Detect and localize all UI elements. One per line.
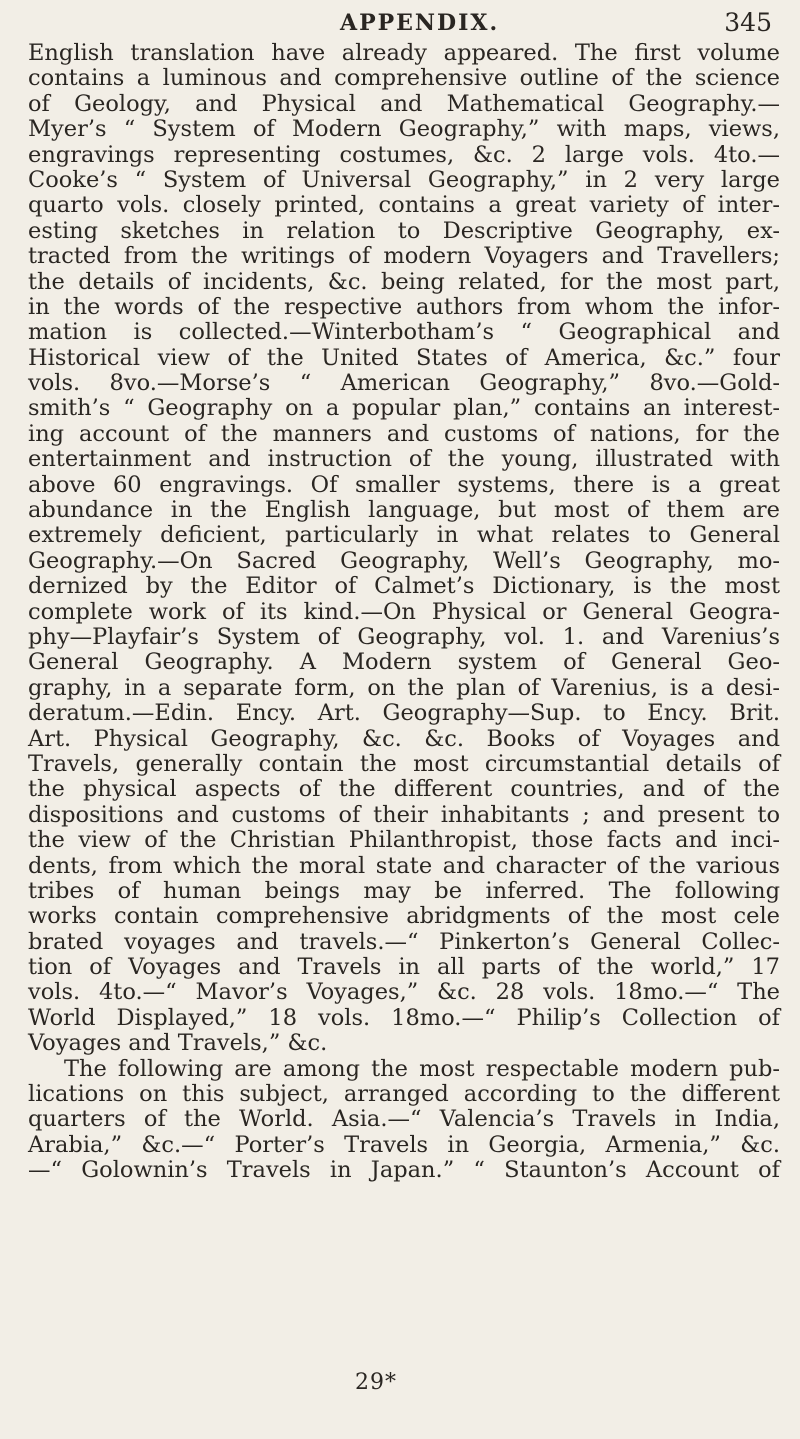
text-line: brated voyages and travels.—“ Pinkerton’s General Collec- <box>28 928 780 955</box>
text-line: Myer’s “ System of Modern Geography,” with maps, views, <box>28 116 780 143</box>
text-line: General Geography. A Modern system of General Geo- <box>28 649 780 676</box>
text-line: dernized by the Editor of Calmet’s Dictionary, is the most <box>28 573 780 600</box>
text-line: tion of Voyages and Travels in all parts of the world,” 17 <box>28 954 780 981</box>
text-line: esting sketches in relation to Descriptive Geography, ex- <box>28 217 780 244</box>
text-line: ing account of the manners and customs of nations, for the <box>28 420 780 447</box>
text-line: dents, from which the moral state and character of the various <box>28 852 780 879</box>
text-line: graphy, in a separate form, on the plan of Varenius, is a desi- <box>28 674 780 701</box>
text-line: phy—Playfair’s System of Geography, vol. 1. and Varenius’s <box>28 623 780 650</box>
text-line: abundance in the English language, but most of them are <box>28 497 780 524</box>
text-line: World Displayed,” 18 vols. 18mo.—“ Philip’s Collection of <box>28 1004 780 1031</box>
text-line: lications on this subject, arranged according to the different <box>28 1081 780 1108</box>
text-line: tribes of human beings may be inferred. The following <box>28 877 780 904</box>
page-number: 345 <box>724 8 772 37</box>
text-line: works contain comprehensive abridgments of the most cele <box>28 903 780 930</box>
text-line: deratum.—Edin. Ency. Art. Geography—Sup. to Ency. Brit. <box>28 700 780 727</box>
text-line: extremely deficient, particularly in what relates to General <box>28 522 780 549</box>
text-line: Travels, generally contain the most circumstantial details of <box>28 750 780 777</box>
text-line: Cooke’s “ System of Universal Geography,” in 2 very large <box>28 166 780 193</box>
text-line: quarters of the World. Asia.—“ Valencia’s Travels in India, <box>28 1106 780 1133</box>
text-line: tracted from the writings of modern Voyagers and Travellers; <box>28 243 780 270</box>
text-line: English translation have already appeared. The first volume <box>28 40 780 66</box>
text-line: above 60 engravings. Of smaller systems, there is a great <box>28 471 780 498</box>
text-line: in the words of the respective authors from whom the infor- <box>28 293 780 320</box>
text-line: the physical aspects of the different countries, and of the <box>28 776 780 803</box>
text-line: dispositions and customs of their inhabitants ; and present to <box>28 801 780 828</box>
text-line: quarto vols. closely printed, contains a great variety of inter- <box>28 192 780 219</box>
text-line: the details of incidents, &c. being related, for the most part, <box>28 268 780 295</box>
text-line: entertainment and instruction of the young, illustrated with <box>28 446 780 473</box>
text-line-paragraph-start: The following are among the most respectable modern pub- <box>64 1055 780 1082</box>
text-line: mation is collected.—Winterbotham’s “ Geographical and <box>28 319 780 346</box>
text-line: Historical view of the United States of America, &c.” four <box>28 344 780 371</box>
text-line: the view of the Christian Philanthropist, those facts and inci- <box>28 827 780 854</box>
page-header <box>0 8 800 42</box>
text-line: Geography.—On Sacred Geography, Well’s Geography, mo- <box>28 547 780 574</box>
text-line: contains a luminous and comprehensive outline of the science <box>28 65 780 92</box>
text-line: engravings representing costumes, &c. 2 large vols. 4to.— <box>28 141 780 168</box>
text-line: of Geology, and Physical and Mathematical Geography.— <box>28 90 780 117</box>
running-title: APPENDIX. <box>340 10 500 36</box>
signature-mark: 29* <box>355 1370 397 1395</box>
body-text <box>28 41 780 1184</box>
text-line: vols. 4to.—“ Mavor’s Voyages,” &c. 28 vols. 18mo.—“ The <box>28 979 780 1006</box>
text-line: Voyages and Travels,” &c. <box>28 1030 328 1057</box>
text-line: Arabia,” &c.—“ Porter’s Travels in Georgia, Armenia,” &c. <box>28 1131 780 1158</box>
text-line: complete work of its kind.—On Physical or General Geogra- <box>28 598 780 625</box>
text-line: —“ Golownin’s Travels in Japan.” “ Staunton’s Account of <box>28 1157 780 1184</box>
text-line: vols. 8vo.—Morse’s “ American Geography,” 8vo.—Gold- <box>28 370 780 397</box>
text-line: Art. Physical Geography, &c. &c. Books of Voyages and <box>28 725 780 752</box>
text-line: smith’s “ Geography on a popular plan,” contains an interest- <box>28 395 780 422</box>
